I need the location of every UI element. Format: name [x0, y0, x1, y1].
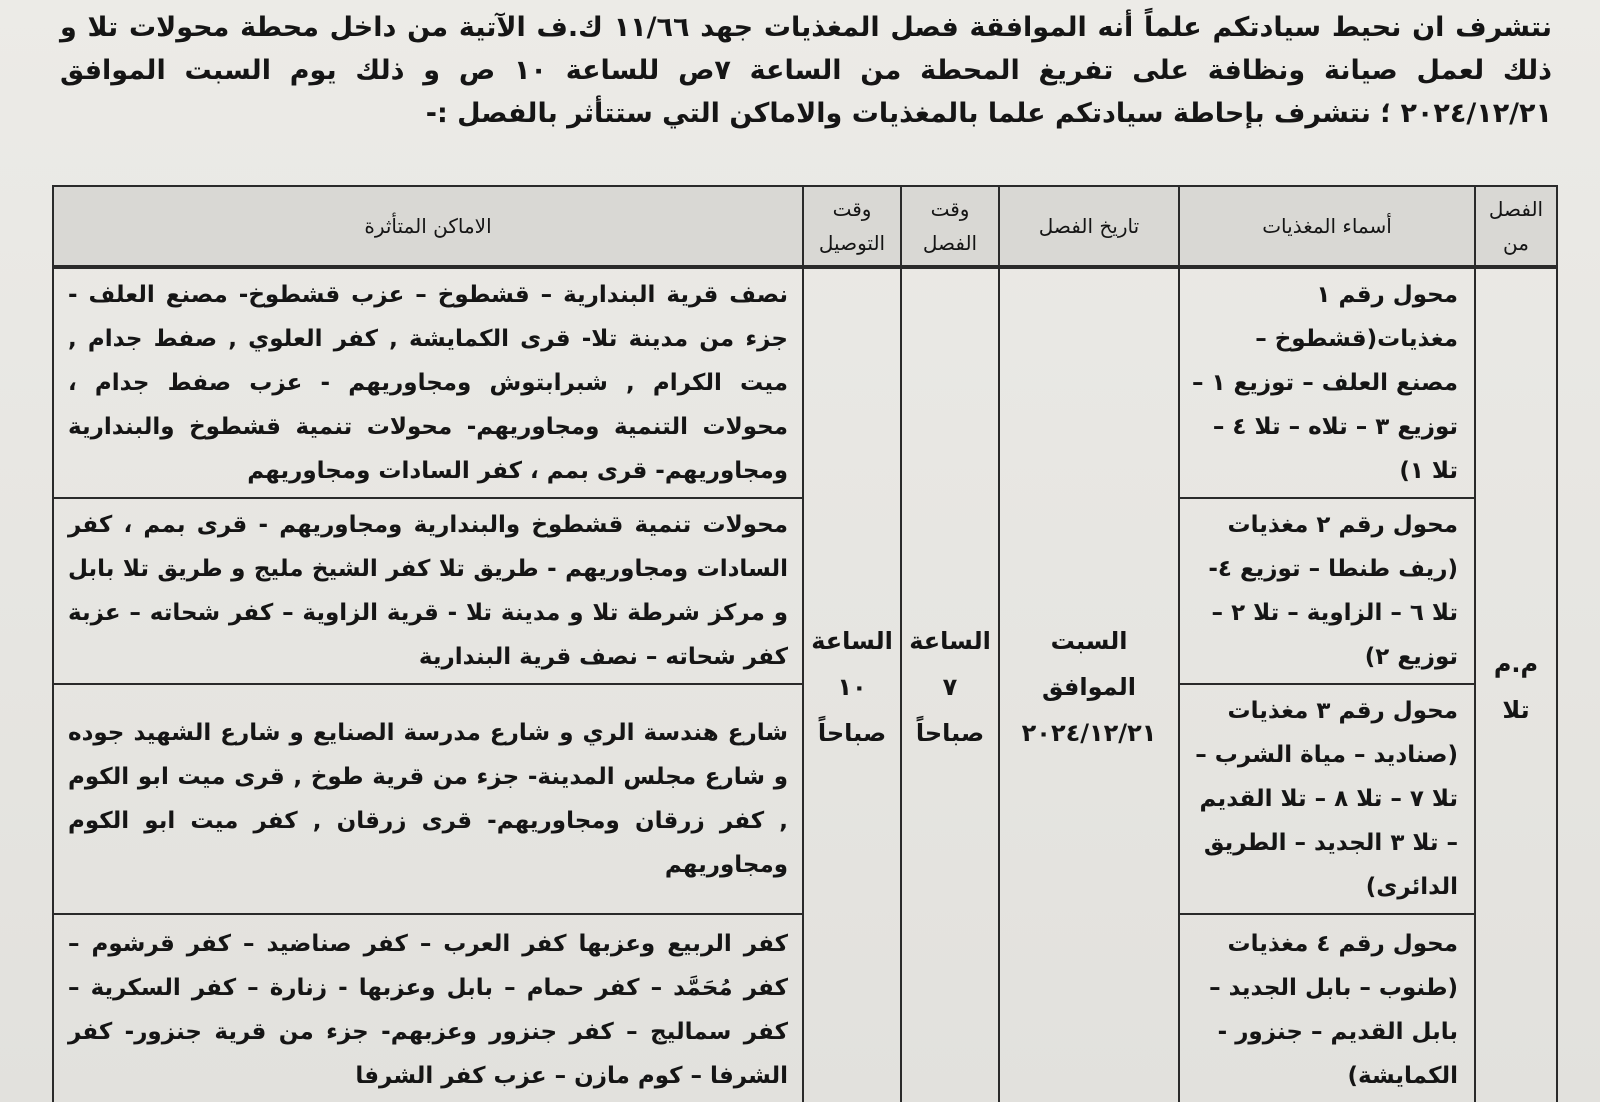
- header-date: تاريخ الفصل: [999, 186, 1179, 267]
- date-line: ٢٠٢٤/١٢/٢١: [1021, 719, 1157, 747]
- connect-time-cell: [803, 267, 901, 1102]
- feeder-cell: محول رقم ٤ مغذيات (طنوب – بابل الجديد – بابل القديم – جنزور - الكمايشة): [1179, 914, 1475, 1102]
- header-places: الاماكن المتأثرة: [53, 186, 803, 267]
- cut-time-line: ٧: [942, 673, 958, 701]
- cut-time-line: صباحاً: [915, 719, 985, 747]
- feeder-cell: محول رقم ٣ مغذيات (صناديد – مياة الشرب – تلا ٧ – تلا ٨ – تلا القديم – تلا ٣ الجديد – الطريق الدائرى): [1179, 684, 1475, 914]
- connect-time-line: صباحاً: [817, 719, 887, 747]
- header-cut-time: وقت الفصل: [901, 186, 999, 267]
- feeder-cell: محول رقم ١ مغذيات(قشطوخ – مصنع العلف – توزيع ١ – توزيع ٣ – تلاه – تلا ٤ – تلا ١): [1179, 267, 1475, 498]
- places-cell: محولات تنمية قشطوخ والبندارية ومجاوريهم - قرى بمم ، كفر السادات ومجاوريهم - طريق تلا كفر الشيخ مليج و طريق تلا بابل و مركز شرطة تلا و مدينة تلا - قرية الزاوية – كفر شحاته – عزبة كفر شحاته – نصف قرية البندارية: [53, 498, 803, 684]
- cut-time-line: الساعة: [909, 627, 991, 655]
- places-cell: نصف قرية البندارية – قشطوخ – عزب قشطوخ- مصنع العلف - جزء من مدينة تلا- قرى الكمايشة , كفر العلوي , صفط جدام , ميت الكرام , شبرابتوش ومجاوريهم - عزب صفط جدام ، محولات التنمية ومجاوريهم- محولات تنمية قشطوخ والبندارية ومجاوريهم- قرى بمم ، كفر السادات ومجاوريهم: [53, 267, 803, 498]
- cut-date-cell: [999, 267, 1179, 1102]
- places-cell: كفر الربيع وعزبها كفر العرب – كفر صناضيد – كفر قرشوم – كفر مُحَمَّد – كفر حمام – بابل وعزبها - زنارة – كفر السكرية – كفر سماليج – كفر جنزور وعزبهم- جزء من قرية جنزور- كفر الشرفا – كوم مازن – عزب كفر الشرفا: [53, 914, 803, 1102]
- station-line: تلا: [1502, 696, 1530, 724]
- intro-paragraph: نتشرف ان نحيط سيادتكم علماً أنه الموافقة فصل المغذيات جهد ١١/٦٦ ك.ف الآتية من داخل محطة محولات تلا و ذلك لعمل صيانة ونظافة على تفريغ المحطة من الساعة ٧ص للساعة ١٠ ص و ذلك يوم السبت الموافق ٢٠٢٤/١٢/٢١ ؛ نتشرف بإحاطة سيادتكم علما بالمغذيات والاماكن التي ستتأثر بالفصل :-: [60, 12, 1553, 129]
- date-line: السبت: [1050, 627, 1128, 655]
- header-from: الفصل من: [1475, 186, 1557, 267]
- header-feeders: أسماء المغذيات: [1179, 186, 1475, 267]
- table-header-row: [53, 186, 1557, 267]
- station-cell: [1475, 267, 1557, 1102]
- table-row: [53, 267, 1557, 498]
- connect-time-line: ١٠: [837, 673, 867, 701]
- places-cell: شارع هندسة الري و شارع مدرسة الصنايع و شارع الشهيد جوده و شارع مجلس المدينة- جزء من قرية طوخ , قرى ميت ابو الكوم , كفر زرقان ومجاوريهم- قرى زرقان , كفر ميت ابو الكوم ومجاوريهم: [53, 684, 803, 914]
- connect-time-line: الساعة: [811, 627, 893, 655]
- station-line: م.م: [1493, 650, 1539, 678]
- header-connect-time: وقت التوصيل: [803, 186, 901, 267]
- date-line: الموافق: [1042, 673, 1136, 701]
- feeder-cell: محول رقم ٢ مغذيات (ريف طنطا – توزيع ٤- تلا ٦ – الزاوية – تلا ٢ – توزيع ٢): [1179, 498, 1475, 684]
- cut-time-cell: [901, 267, 999, 1102]
- outage-table: [52, 185, 1558, 1102]
